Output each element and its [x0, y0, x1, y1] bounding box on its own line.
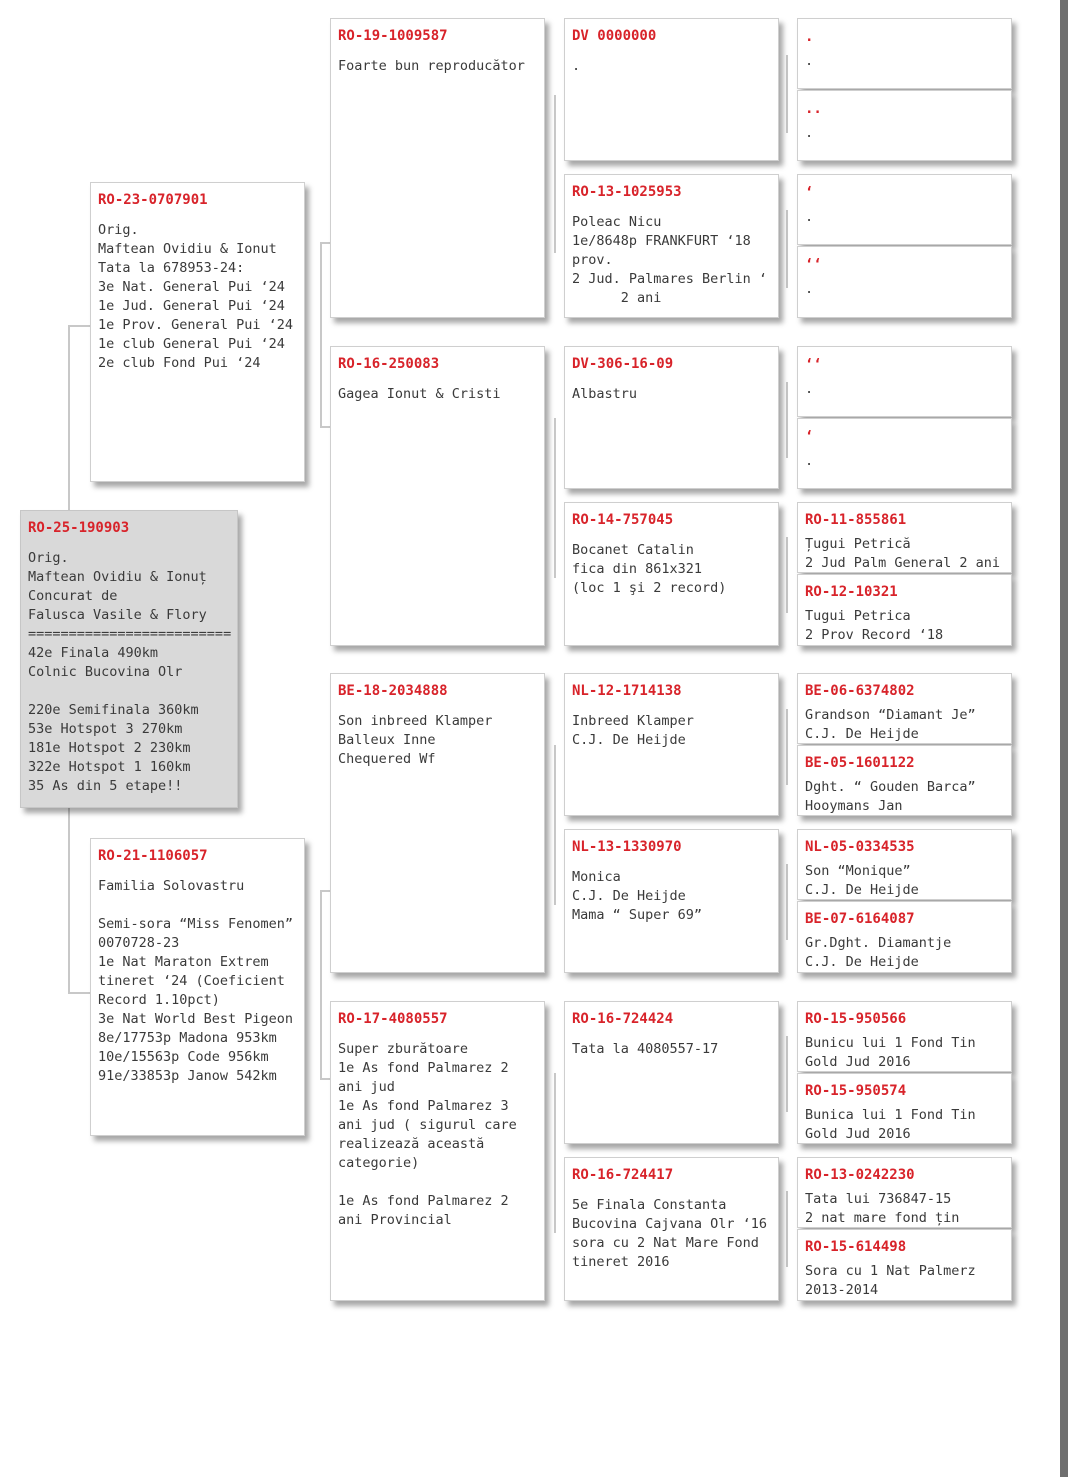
ring-number: RO-13-0242230 [805, 1167, 915, 1183]
ring-number: . [805, 29, 814, 45]
pigeon-notes: . [805, 209, 814, 225]
gg-grandparent-card[interactable] [797, 418, 1012, 489]
gg-grandparent-card[interactable] [797, 174, 1012, 245]
grandparent-card[interactable] [330, 346, 545, 646]
gg-grandparent-card[interactable] [797, 1229, 1012, 1301]
great-grandparent-card[interactable] [564, 174, 779, 318]
great-grandparent-card[interactable] [564, 502, 779, 646]
pigeon-notes: Son “Monique” C.J. De Heijde [805, 863, 919, 898]
gg-grandparent-card[interactable] [797, 1001, 1012, 1072]
pigeon-notes: . [805, 281, 814, 297]
ring-number: RO-16-250083 [338, 356, 440, 372]
pigeon-notes: Tata la 4080557-17 [572, 1041, 719, 1057]
great-grandparent-card[interactable] [564, 18, 779, 161]
pigeon-notes: Orig. Maftean Ovidiu & Ionuț Concurat de Falusca Vasile & Flory ========================= 42e Finala 490km Colnic Bucovina Olr 220e Semifinala 360km 53e Hotspot 3 270km 181e Hotspot 2 230km 322e Hotspot 1 160km 35 As din 5 etape!! [28, 550, 232, 794]
connector-line [68, 808, 70, 994]
ring-number: RO-17-4080557 [338, 1011, 448, 1027]
grandparent-card[interactable] [330, 1001, 545, 1301]
gg-grandparent-card[interactable] [797, 346, 1012, 417]
gg-grandparent-card[interactable] [797, 90, 1012, 161]
sire-card[interactable] [90, 182, 305, 482]
pigeon-notes: Tugui Petrica 2 Prov Record ‘18 [805, 608, 944, 643]
connector-line [786, 210, 788, 288]
ring-number: RO-11-855861 [805, 512, 907, 528]
pigeon-notes: . [805, 381, 814, 397]
ring-number: RO-21-1106057 [98, 848, 208, 864]
connector-line [786, 55, 788, 133]
ring-number: BE-06-6374802 [805, 683, 915, 699]
ring-number: DV 0000000 [572, 28, 657, 44]
connector-line [554, 418, 556, 578]
connector-line [68, 325, 70, 510]
ring-number: ‘‘ [805, 357, 822, 373]
pigeon-notes: . [805, 453, 814, 469]
gg-grandparent-card[interactable] [797, 1157, 1012, 1228]
ring-number: ‘ [805, 185, 814, 201]
connector-line [320, 426, 330, 428]
gg-grandparent-card[interactable] [797, 502, 1012, 573]
connector-line [786, 382, 788, 458]
pigeon-notes: Son inbreed Klamper Balleux Inne Chequered Wf [338, 713, 493, 767]
connector-line [320, 890, 322, 1080]
ring-number: BE-07-6164087 [805, 911, 915, 927]
ring-number: RO-15-950574 [805, 1083, 907, 1099]
pigeon-notes: Familia Solovastru Semi-sora “Miss Fenomen” 0070728-23 1e Nat Maraton Extrem tineret ‘24 (Coeficient Record 1.10pct) 3e Nat World Best Pigeon 8e/17753p Madona 953km 10e/15563p Code 956km 91e/33853p Janow 542km [98, 878, 294, 1084]
ring-number: BE-05-1601122 [805, 755, 915, 771]
ring-number: RO-15-614498 [805, 1239, 907, 1255]
pigeon-notes: Albastru [572, 386, 638, 402]
ring-number: RO-19-1009587 [338, 28, 448, 44]
great-grandparent-card[interactable] [564, 829, 779, 973]
connector-line [320, 1078, 330, 1080]
pigeon-notes: . [805, 125, 814, 141]
pigeon-notes: Bunicu lui 1 Fond Tin Gold Jud 2016 [805, 1035, 976, 1070]
pigeon-notes: Sora cu 1 Nat Palmerz 2013-2014 [805, 1263, 976, 1298]
pigeon-notes: Bocanet Catalin fica din 861x321 (loc 1 şi 2 record) [572, 542, 727, 596]
connector-line [786, 709, 788, 785]
gg-grandparent-card[interactable] [797, 18, 1012, 89]
right-scrollbar-edge [1060, 0, 1068, 1477]
great-grandparent-card[interactable] [564, 1001, 779, 1144]
pigeon-notes: . [805, 53, 814, 69]
connector-line [320, 890, 330, 892]
connector-line [786, 537, 788, 613]
connector-line [68, 325, 90, 327]
pigeon-notes: Super zburătoare 1e As fond Palmarez 2 ani jud 1e As fond Palmarez 3 ani jud ( sigurul care realizează această categorie) 1e As fond Palmarez 2 ani Provincial [338, 1041, 517, 1228]
ring-number: ‘‘ [805, 257, 822, 273]
grandparent-card[interactable] [330, 673, 545, 973]
ring-number: RO-12-10321 [805, 584, 898, 600]
pigeon-notes: Foarte bun reproducător [338, 58, 525, 74]
grandparent-card[interactable] [330, 18, 545, 318]
gg-grandparent-card[interactable] [797, 901, 1012, 973]
pigeon-notes: Poleac Nicu 1e/8648p FRANKFURT ‘18 prov. 2 Jud. Palmares Berlin ‘ 2 ani [572, 214, 768, 306]
connector-line [786, 1036, 788, 1112]
gg-grandparent-card[interactable] [797, 745, 1012, 816]
connector-line [554, 745, 556, 905]
ring-number: RO-14-757045 [572, 512, 674, 528]
pigeon-notes: Tata lui 736847-15 2 nat mare fond țin [805, 1191, 960, 1226]
pigeon-notes: Dght. “ Gouden Barca” Hooymans Jan [805, 779, 976, 814]
pigeon-notes: . [572, 58, 581, 74]
ring-number: RO-23-0707901 [98, 192, 208, 208]
pigeon-notes: Gr.Dght. Diamantje C.J. De Heijde [805, 935, 952, 970]
ring-number: RO-16-724417 [572, 1167, 674, 1183]
pigeon-notes: Bunica lui 1 Fond Tin Gold Jud 2016 [805, 1107, 976, 1142]
ring-number: NL-05-0334535 [805, 839, 915, 855]
subject-pigeon-card[interactable] [20, 510, 238, 808]
connector-line [786, 864, 788, 940]
ring-number: RO-25-190903 [28, 520, 130, 536]
ring-number: BE-18-2034888 [338, 683, 448, 699]
ring-number: NL-12-1714138 [572, 683, 682, 699]
connector-line [786, 1191, 788, 1267]
connector-line [68, 992, 90, 994]
gg-grandparent-card[interactable] [797, 673, 1012, 744]
pigeon-notes: Țugui Petrică 2 Jud Palm General 2 ani [805, 536, 1001, 571]
great-grandparent-card[interactable] [564, 1157, 779, 1301]
great-grandparent-card[interactable] [564, 673, 779, 816]
dam-card[interactable] [90, 838, 305, 1136]
gg-grandparent-card[interactable] [797, 829, 1012, 900]
gg-grandparent-card[interactable] [797, 1073, 1012, 1144]
connector-line [554, 1073, 556, 1233]
ring-number: RO-16-724424 [572, 1011, 674, 1027]
ring-number: NL-13-1330970 [572, 839, 682, 855]
pigeon-notes: Monica C.J. De Heijde Mama “ Super 69” [572, 869, 703, 923]
gg-grandparent-card[interactable] [797, 246, 1012, 318]
ring-number: DV-306-16-09 [572, 356, 674, 372]
connector-line [554, 95, 556, 253]
ring-number: RO-13-1025953 [572, 184, 682, 200]
pigeon-notes: Inbreed Klamper C.J. De Heijde [572, 713, 694, 748]
connector-line [320, 242, 330, 244]
connector-line [320, 242, 322, 427]
great-grandparent-card[interactable] [564, 346, 779, 489]
ring-number: ‘ [805, 429, 814, 445]
ring-number: .. [805, 101, 822, 117]
gg-grandparent-card[interactable] [797, 574, 1012, 646]
ring-number: RO-15-950566 [805, 1011, 907, 1027]
pigeon-notes: 5e Finala Constanta Bucovina Cajvana Olr ‘16 sora cu 2 Nat Mare Fond tineret 2016 [572, 1197, 768, 1270]
pigeon-notes: Gagea Ionut & Cristi [338, 386, 501, 402]
pigeon-notes: Orig. Maftean Ovidiu & Ionut Tata la 678953-24: 3e Nat. General Pui ‘24 1e Jud. General Pui ‘24 1e Prov. General Pui ‘24 1e club General Pui ‘24 2e club Fond Pui ‘24 [98, 222, 294, 371]
pigeon-notes: Grandson “Diamant Je” C.J. De Heijde [805, 707, 976, 742]
